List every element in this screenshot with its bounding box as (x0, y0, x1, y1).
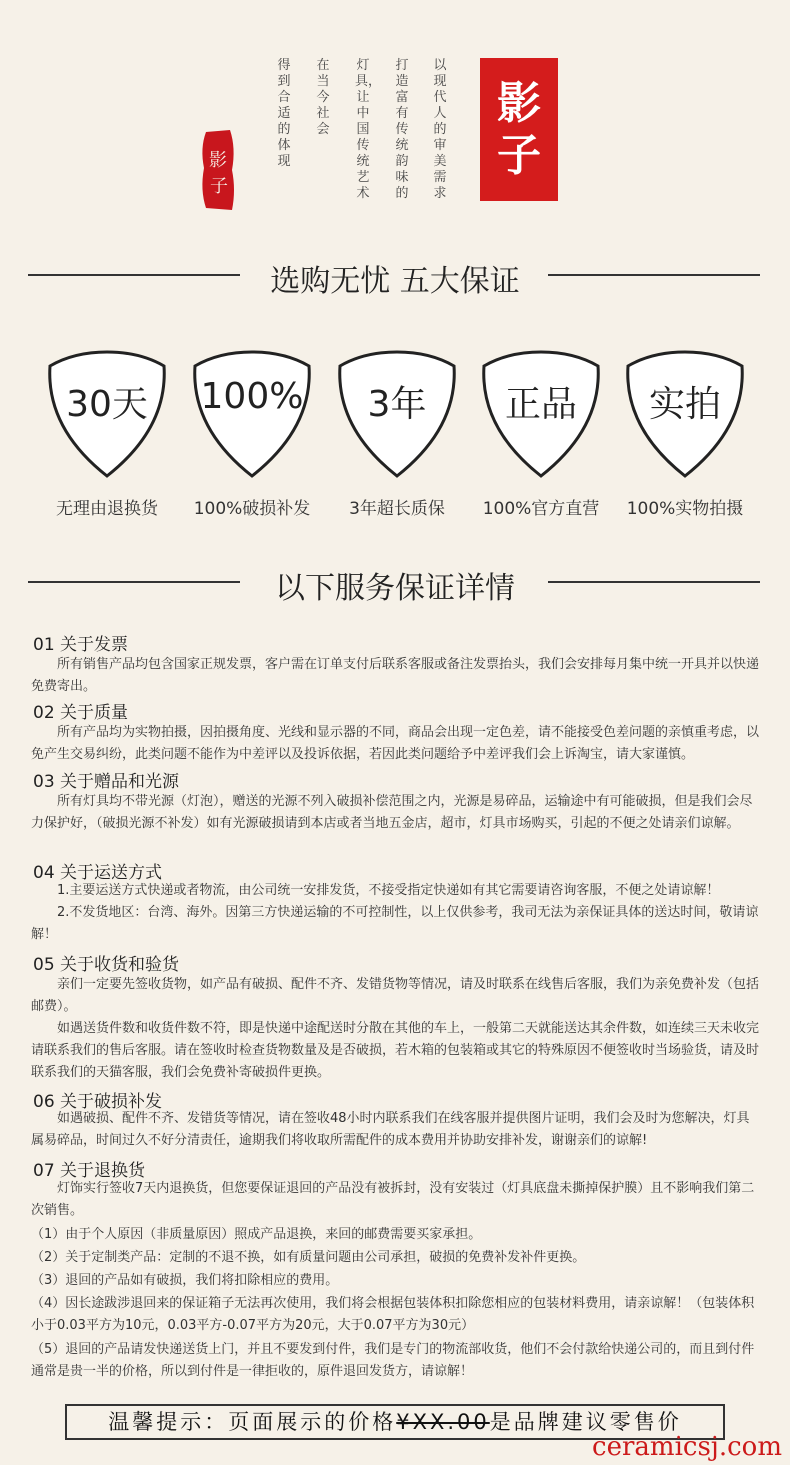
poem-column-3: 灯具，让中国传统艺术 (355, 58, 382, 201)
section-title-shipping: 04 关于运送方式 (33, 863, 163, 883)
section-text: （3）退回的产品如有破损，我们将扣除相应的费用。 (31, 1273, 339, 1288)
guarantee-heading: 选购无忧 五大保证 (270, 264, 520, 299)
section-text: 所有产品均为实物拍摄，因拍摄角度、光线和显示器的不同，商品会出现一定色差，请不能接受色差问题的亲慎重考虑，以免产生交易纠纷，此类问题不能作为中差评以及投诉依据，若因此类问题给予中差评我们会上诉淘宝，请大家谨慎。 (31, 725, 760, 762)
shield-caption-5: 100%实物拍摄 (626, 499, 744, 519)
poem-column-1: 以现代人的审美需求 (433, 58, 447, 201)
shield-badge-100-percent (189, 348, 315, 480)
shield-badge-real-photo (622, 348, 748, 480)
section-text: （2）关于定制类产品：定制的不退不换，如有质量问题由公司承担，破损的免费补发补件更换。 (31, 1250, 586, 1265)
shield-badge-3-years (334, 348, 460, 480)
section-text: 2.不发货地区：台湾、海外。因第三方快递运输的不可控制性，以上仅供参考，我司无法为亲保证具体的送达时间，敬请谅解！ (31, 905, 759, 942)
section-title-returns: 07 关于退换货 (33, 1161, 146, 1181)
poem-column-5: 得到合适的体现 (277, 58, 291, 169)
shield-badge-30-days (44, 348, 170, 480)
shield-caption-1: 无理由退换货 (56, 499, 158, 519)
section-title-quality: 02 关于质量 (33, 703, 129, 723)
shield-label: 正品 (504, 384, 577, 425)
shield-caption-3: 3年超长质保 (349, 499, 445, 519)
brand-logo-char-2: 子 (497, 129, 541, 181)
section-title-invoice: 01 关于发票 (33, 635, 129, 655)
section-text: （1）由于个人原因（非质量原因）照成产品退换，来回的邮费需要买家承担。 (31, 1227, 482, 1242)
section-title-receiving: 05 关于收货和验货 (33, 955, 180, 975)
section-text: 亲们一定要先签收货物，如产品有破损、配件不齐、发错货物等情况，请及时联系在线售后客服，我们为亲免费补发（包括邮费）。 (31, 977, 760, 1014)
shield-label: 30天 (66, 384, 148, 425)
seal-stamp-icon (198, 128, 238, 212)
section-text: （5）退回的产品请发快递送货上门，并且不要发到付件，我们是专门的物流部收货，他们不会付款给快递公司的，而且到付件通常是贵一半的价格，所以到付件是一律拒收的，原件退回发货方，请谅解！ (31, 1342, 755, 1379)
section-text: 如遇破损、配件不齐、发错货等情况，请在签收48小时内联系我们在线客服并提供图片证明，我们会及时为您解决，灯具属易碎品，时间过久不好分清责任，逾期我们将收取所需配件的成本费用并协助安排补发，谢谢亲们的谅解! (31, 1111, 750, 1148)
section-text: 灯饰实行签收7天内退换货，但您要保证退回的产品没有被拆封，没有安装过（灯具底盘未撕掉保护膜）且不影响我们第二次销售。 (31, 1181, 755, 1218)
details-heading: 以下服务保证详情 (275, 571, 515, 606)
poem-column-2: 打造富有传统韵味的 (395, 58, 409, 201)
brand-logo (480, 58, 558, 201)
brand-logo-char-1: 影 (497, 77, 541, 129)
svg-text:子: 子 (210, 176, 228, 197)
site-watermark: ceramicsj.com (592, 1432, 782, 1462)
section-text: 所有灯具均不带光源（灯泡），赠送的光源不列入破损补偿范围之内，光源是易碎品，运输途中有可能破损，但是我们会尽力保护好，（破损光源不补发）如有光源破损请到本店或者当地五金店，超市，灯具市场购买，引起的不便之处请亲们谅解。 (31, 794, 753, 831)
notice-suffix: 是品牌建议零售价 (489, 1410, 682, 1434)
divider-right (548, 581, 760, 583)
section-title-gifts-light: 03 关于赠品和光源 (33, 772, 180, 792)
shield-caption-4: 100%官方直营 (482, 499, 600, 519)
notice-price: ¥XX.00 (396, 1410, 490, 1434)
section-text: （4）因长途跋涉退回来的保证箱子无法再次使用，我们将会根据包装体积扣除您相应的包装材料费用，请亲谅解！（包装体积小于0.03平方为10元，0.03平方-0.07平方为20元，大于0.07平方为30元） (31, 1296, 755, 1333)
shield-label: 100% (200, 376, 304, 417)
section-title-damage: 06 关于破损补发 (33, 1092, 163, 1112)
section-text: 1.主要运送方式快递或者物流，由公司统一安排发货，不接受指定快递如有其它需要请咨询客服，不便之处请谅解！ (31, 883, 720, 898)
divider-right (548, 274, 760, 276)
section-text: 如遇送货件数和收货件数不符，即是快递中途配送时分散在其他的车上，一般第二天就能送达其余件数，如连续三天未收完请联系我们的售后客服。请在签收时检查货物数量及是否破损，若木箱的包装箱或其它的特殊原因不便签收时当场验货，请及时联系我们的天猫客服，我们会免费补寄破损件更换。 (31, 1021, 760, 1080)
shield-badge-genuine (478, 348, 604, 480)
shield-label: 3年 (367, 384, 427, 425)
svg-text:影: 影 (209, 150, 227, 171)
shield-label: 实拍 (648, 384, 721, 425)
notice-prefix: 温馨提示：页面展示的价格 (108, 1410, 397, 1434)
section-text: 所有销售产品均包含国家正规发票，客户需在订单支付后联系客服或备注发票抬头，我们会安排每月集中统一开具并以快递免费寄出。 (31, 657, 760, 694)
poem-column-4: 在当今社会 (316, 58, 330, 137)
shield-caption-2: 100%破损补发 (193, 499, 311, 519)
